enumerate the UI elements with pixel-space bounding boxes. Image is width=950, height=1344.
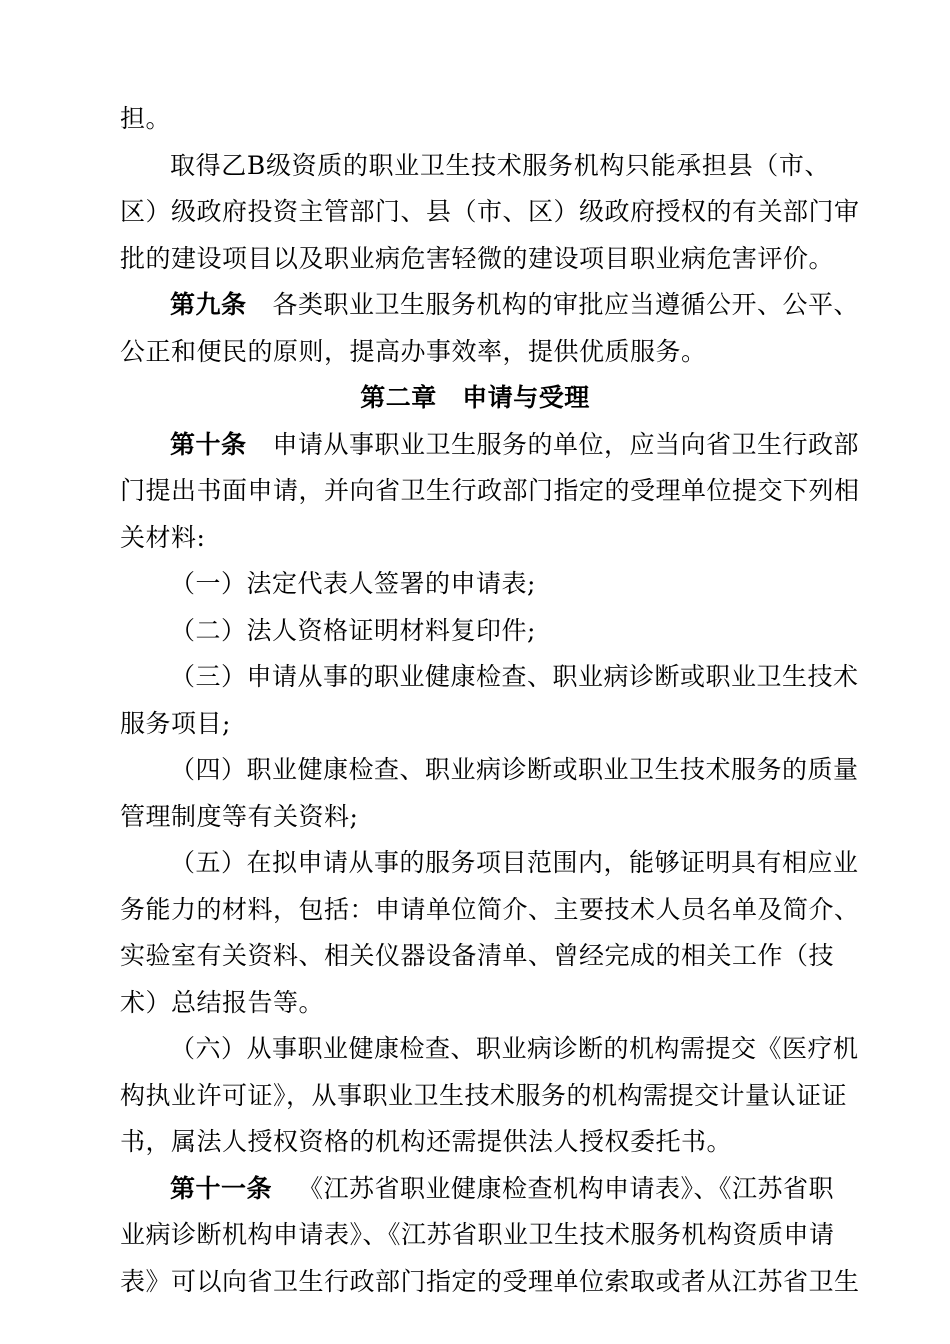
article-text: 各类职业卫生服务机构的审批应当遵循公开、公平、 xyxy=(272,290,860,319)
text-line: 构执业许可证》，从事职业卫生技术服务的机构需提交计量认证证 xyxy=(120,1080,848,1110)
text-line: 务能力的材料，包括：申请单位简介、主要技术人员名单及简介、 xyxy=(120,894,860,924)
list-item: （三）申请从事的职业健康检查、职业病诊断或职业卫生技术 xyxy=(170,662,859,691)
document-page xyxy=(120,96,860,1305)
article-text: 《江苏省职业健康检查机构申请表》、《江苏省职 xyxy=(298,1173,835,1203)
text-line: 关材料: xyxy=(120,522,206,552)
list-item: （一）法定代表人签署的申请表; xyxy=(170,569,536,598)
article-heading: 第十一条 xyxy=(170,1173,273,1203)
list-item: （四）职业健康检查、职业病诊断或职业卫生技术服务的质量 xyxy=(170,755,859,784)
text-line: 服务项目; xyxy=(120,708,231,738)
article-heading: 第十条 xyxy=(170,429,247,459)
paragraph-first-line: 取得乙B级资质的职业卫生技术服务机构只能承担县（市、 xyxy=(170,150,830,180)
article-first-line xyxy=(120,282,860,329)
chapter-title: 第二章 申请与受理 xyxy=(360,383,590,412)
text-line: 书，属法人授权资格的机构还需提供法人授权委托书。 xyxy=(120,1127,733,1156)
text-line: 担。 xyxy=(120,104,172,133)
text-line: 批的建设项目以及职业病危害轻微的建设项目职业病危害评价。 xyxy=(120,243,835,273)
text-line: 表》可以向省卫生行政部门指定的受理单位索取或者从江苏省卫生 xyxy=(120,1266,860,1296)
text-line: 术）总结报告等。 xyxy=(120,987,325,1017)
text-line: 公正和便民的原则，提高办事效率，提供优质服务。 xyxy=(120,336,707,366)
article-first-line xyxy=(120,1166,835,1213)
list-item: （二）法人资格证明材料复印件; xyxy=(170,615,536,645)
article-heading: 第九条 xyxy=(170,290,247,319)
article-first-line xyxy=(120,422,860,469)
text-line: 门提出书面申请，并向省卫生行政部门指定的受理单位提交下列相 xyxy=(120,476,860,505)
list-item: （六）从事职业健康检查、职业病诊断的机构需提交《医疗机 xyxy=(170,1034,859,1063)
text-line: 区）级政府投资主管部门、县（市、区）级政府授权的有关部门审 xyxy=(120,197,860,226)
text-line: 实验室有关资料、相关仪器设备清单、曾经完成的相关工作（技 xyxy=(120,941,835,970)
article-text: 申请从事职业卫生服务的单位，应当向省卫生行政部 xyxy=(272,429,860,459)
text-line: 业病诊断机构申请表》、《江苏省职业卫生技术服务机构资质申请 xyxy=(120,1220,835,1249)
list-item: （五）在拟申请从事的服务项目范围内，能够证明具有相应业 xyxy=(170,848,859,877)
text-line: 管理制度等有关资料; xyxy=(120,801,359,831)
